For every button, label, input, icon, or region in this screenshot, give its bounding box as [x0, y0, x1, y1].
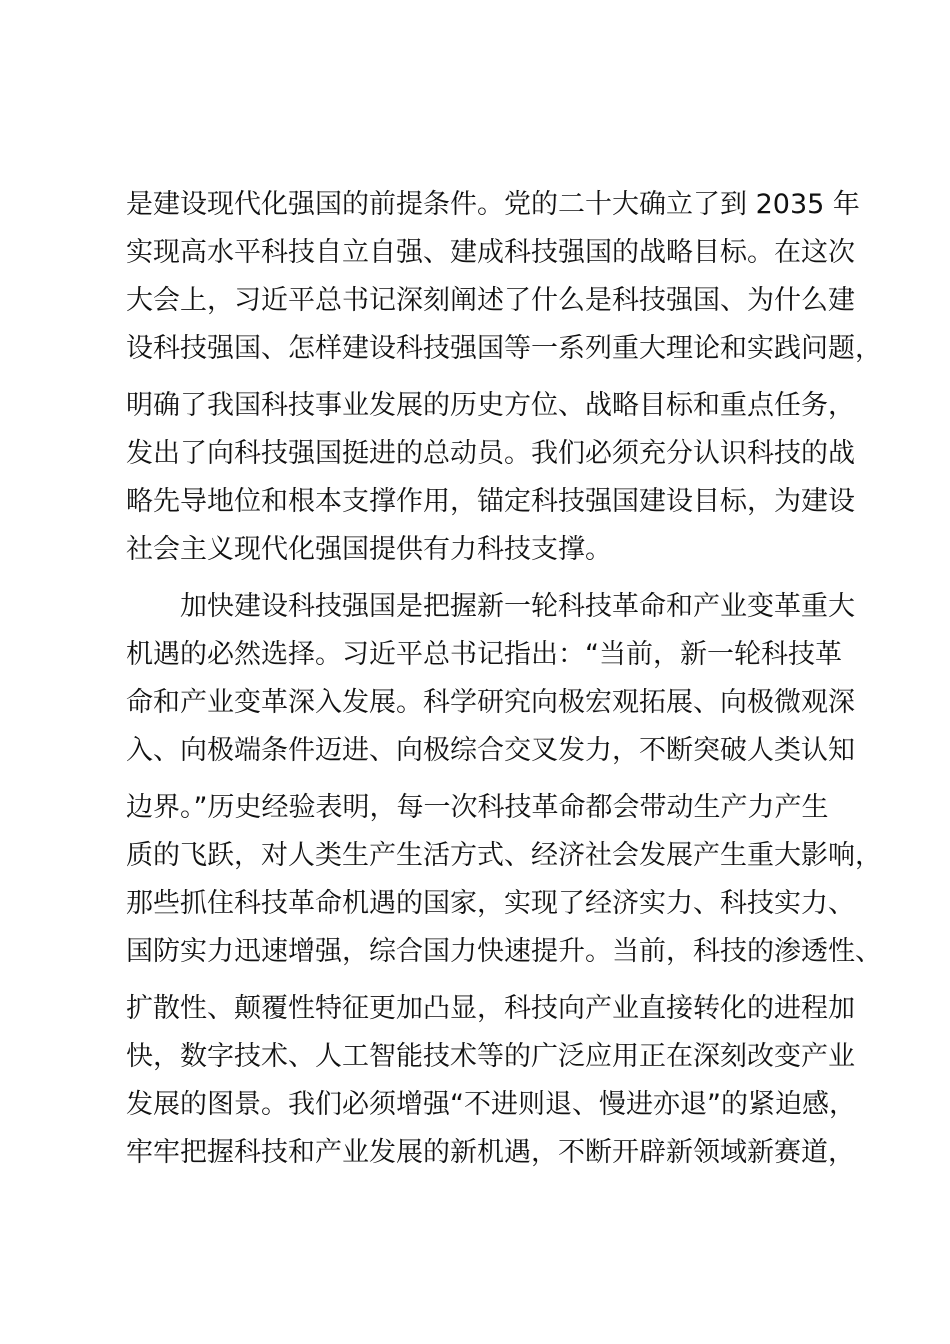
text-line: 发展的图景。我们必须增强“不进则退、慢进亦退”的紧迫感，	[126, 1089, 856, 1120]
text-line: 明确了我国科技事业发展的历史方位、战略目标和重点任务，	[126, 390, 855, 421]
text-line: 边界。”历史经验表明，每一次科技革命都会带动生产力产生	[126, 792, 829, 823]
text-line: 设科技强国、怎样建设科技强国等一系列重大理论和实践问题，	[126, 333, 882, 364]
text-line: 牢牢把握科技和产业发展的新机遇，不断开辟新领域新赛道，	[126, 1137, 855, 1168]
text-line: 机遇的必然选择。习近平总书记指出：“当前，新一轮科技革	[126, 639, 842, 670]
text-line: 国防实力迅速增强，综合国力快速提升。当前，科技的渗透性、	[126, 936, 882, 967]
text-line: 入、向极端条件迈进、向极综合交叉发力，不断突破人类认知	[126, 735, 855, 766]
text-line: 质的飞跃，对人类生产生活方式、经济社会发展产生重大影响，	[126, 840, 882, 871]
text-line: 快，数字技术、人工智能技术等的广泛应用正在深刻改变产业	[126, 1041, 855, 1072]
text-line: 那些抓住科技革命机遇的国家，实现了经济实力、科技实力、	[126, 888, 855, 919]
text-line: 是建设现代化强国的前提条件。党的二十大确立了到 2035 年	[126, 189, 860, 220]
text-line: 扩散性、颠覆性特征更加凸显，科技向产业直接转化的进程加	[126, 993, 855, 1024]
paragraph-first-line: 加快建设科技强国是把握新一轮科技革命和产业变革重大	[180, 591, 855, 622]
text-line: 实现高水平科技自立自强、建成科技强国的战略目标。在这次	[126, 237, 855, 268]
text-line: 发出了向科技强国挺进的总动员。我们必须充分认识科技的战	[126, 438, 855, 469]
text-line: 大会上，习近平总书记深刻阐述了什么是科技强国、为什么建	[126, 285, 855, 316]
text-line: 命和产业变革深入发展。科学研究向极宏观拓展、向极微观深	[126, 687, 855, 718]
text-line: 略先导地位和根本支撑作用，锚定科技强国建设目标，为建设	[126, 486, 855, 517]
text-line: 社会主义现代化强国提供有力科技支撑。	[126, 534, 612, 565]
